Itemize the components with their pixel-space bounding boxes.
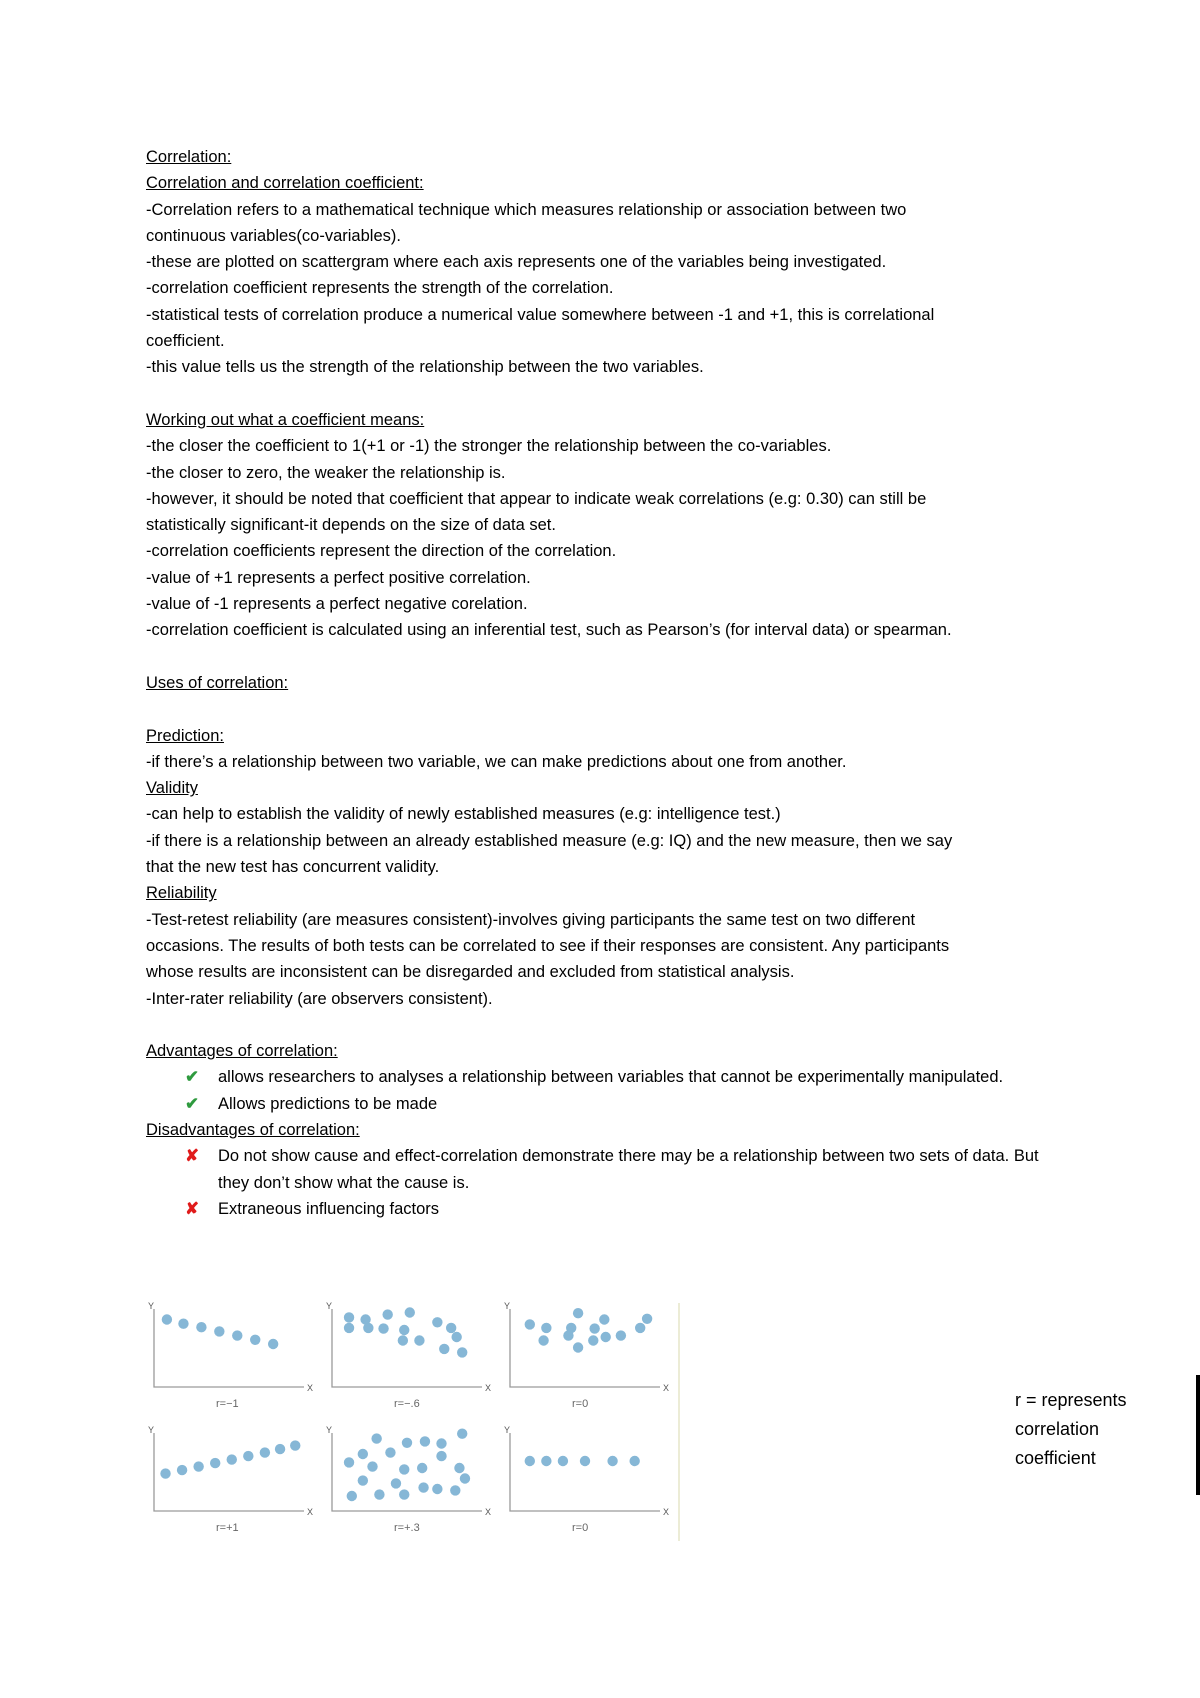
data-point <box>391 1478 401 1488</box>
x-axis-label: X <box>307 1507 314 1517</box>
text-line: -the closer to zero, the weaker the relationship is. <box>146 463 506 482</box>
y-axis-label: Y <box>504 1301 511 1311</box>
section-heading-prediction: Prediction: <box>146 726 224 745</box>
spacer <box>146 381 1066 407</box>
panel-r-label: r=0 <box>572 1398 589 1410</box>
disadvantage-item <box>146 1196 1066 1222</box>
section-heading-coefficient-meaning: Working out what a coefficient means: <box>146 410 425 429</box>
data-point <box>439 1344 449 1354</box>
data-point <box>414 1335 424 1345</box>
margin-bar <box>1196 1375 1200 1495</box>
advantage-item <box>146 1064 1066 1090</box>
data-point <box>214 1326 224 1336</box>
text-line: whose results are inconsistent can be disregarded and excluded from statistical analysis. <box>146 963 795 982</box>
section-heading-advantages: Advantages of correlation: <box>146 1042 338 1061</box>
section-heading-uses: Uses of correlation: <box>146 673 289 692</box>
data-point <box>193 1461 203 1471</box>
data-point <box>601 1332 611 1342</box>
text-line: coefficient. <box>146 332 225 351</box>
text-line: statistically significant-it depends on the size of data set. <box>146 516 556 535</box>
text-line: -if there is a relationship between an already established measure (e.g: IQ) and the new measure, then we say <box>146 831 953 850</box>
data-point <box>420 1436 430 1446</box>
x-axis-label: X <box>663 1507 670 1517</box>
data-point <box>405 1307 415 1317</box>
data-point <box>417 1463 427 1473</box>
text-line: -Test-retest reliability (are measures consistent)-involves giving participants the same test on two different <box>146 910 916 929</box>
x-axis-label: X <box>485 1507 492 1517</box>
data-point <box>541 1323 551 1333</box>
data-point <box>178 1319 188 1329</box>
data-point <box>525 1456 535 1466</box>
data-point <box>344 1323 354 1333</box>
text-line: -Correlation refers to a mathematical technique which measures relationship or association between two <box>146 200 907 219</box>
data-point <box>457 1429 467 1439</box>
disadvantage-text: Do not show cause and effect-correlation demonstrate there may be a relationship between two sets of data. But they don’t show what the cause is. <box>218 1147 1039 1192</box>
data-point <box>344 1457 354 1467</box>
data-point <box>599 1314 609 1324</box>
text-line: -correlation coefficients represent the direction of the correlation. <box>146 542 617 561</box>
text-line: occasions. The results of both tests can be correlated to see if their responses are consistent. Any participants <box>146 936 950 955</box>
check-icon: ✔ <box>185 1094 199 1113</box>
data-point <box>460 1473 470 1483</box>
data-point <box>541 1456 551 1466</box>
y-axis-label: Y <box>148 1425 155 1435</box>
text-line: -value of -1 represents a perfect negative corelation. <box>146 595 528 614</box>
panel-r-label: r=+.3 <box>394 1522 420 1534</box>
disadvantage-text: Extraneous influencing factors <box>218 1199 440 1218</box>
data-point <box>363 1323 373 1333</box>
document-body <box>146 144 1066 1222</box>
data-point <box>525 1319 535 1329</box>
data-point <box>432 1317 442 1327</box>
note-line: correlation <box>1015 1419 1100 1439</box>
panel-r-label: r=−.6 <box>394 1398 420 1410</box>
data-point <box>454 1463 464 1473</box>
data-point <box>344 1312 354 1322</box>
text-line: -this value tells us the strength of the relationship between the two variables. <box>146 358 704 377</box>
r-definition-note <box>1015 1386 1165 1473</box>
data-point <box>290 1440 300 1450</box>
data-point <box>635 1323 645 1333</box>
check-icon: ✔ <box>185 1068 199 1087</box>
text-line: continuous variables(co-variables). <box>146 226 401 245</box>
text-line: -however, it should be noted that coefficient that appear to indicate weak correlations (e.g: 0.30) can still be <box>146 489 927 508</box>
data-point <box>432 1484 442 1494</box>
section-heading-disadvantages: Disadvantages of correlation: <box>146 1120 360 1139</box>
data-point <box>418 1482 428 1492</box>
data-point <box>402 1438 412 1448</box>
data-point <box>580 1456 590 1466</box>
data-point <box>607 1456 617 1466</box>
data-point <box>399 1489 409 1499</box>
data-point <box>642 1314 652 1324</box>
panel-axes <box>154 1309 304 1387</box>
data-point <box>260 1447 270 1457</box>
data-point <box>616 1330 626 1340</box>
data-point <box>450 1485 460 1495</box>
advantage-text: Allows predictions to be made <box>218 1094 438 1113</box>
x-axis-label: X <box>663 1383 670 1393</box>
data-point <box>177 1465 187 1475</box>
y-axis-label: Y <box>148 1301 155 1311</box>
text-line: -Inter-rater reliability (are observers consistent). <box>146 989 493 1008</box>
data-point <box>227 1454 237 1464</box>
panel-axes <box>510 1433 660 1511</box>
data-point <box>558 1456 568 1466</box>
section-heading-reliability: Reliability <box>146 884 217 903</box>
text-line: -if there’s a relationship between two variable, we can make predictions about one from another. <box>146 752 847 771</box>
data-point <box>160 1468 170 1478</box>
data-point <box>588 1335 598 1345</box>
data-point <box>162 1314 172 1324</box>
x-axis-label: X <box>485 1383 492 1393</box>
data-point <box>382 1309 392 1319</box>
text-line: -can help to establish the validity of newly established measures (e.g: intelligence test.) <box>146 805 781 824</box>
data-point <box>385 1447 395 1457</box>
section-heading-correlation-coefficient: Correlation and correlation coefficient: <box>146 174 424 193</box>
data-point <box>399 1325 409 1335</box>
spacer <box>146 696 1066 722</box>
data-point <box>436 1438 446 1448</box>
data-point <box>358 1475 368 1485</box>
data-point <box>629 1456 639 1466</box>
data-point <box>275 1444 285 1454</box>
panel-r-label: r=+1 <box>216 1522 239 1534</box>
spacer <box>146 644 1066 670</box>
data-point <box>457 1347 467 1357</box>
data-point <box>538 1335 548 1345</box>
data-point <box>399 1464 409 1474</box>
data-point <box>250 1335 260 1345</box>
data-point <box>358 1449 368 1459</box>
y-axis-label: Y <box>326 1301 333 1311</box>
advantage-text: allows researchers to analyses a relationship between variables that cannot be experimentally manipulated. <box>218 1068 1004 1087</box>
scatter-panel <box>504 1425 669 1534</box>
data-point <box>268 1339 278 1349</box>
scatter-panel <box>504 1301 669 1410</box>
data-point <box>436 1451 446 1461</box>
scatter-panel <box>148 1301 313 1410</box>
scatter-panel <box>326 1425 491 1534</box>
data-point <box>232 1330 242 1340</box>
scatter-panel <box>148 1425 313 1534</box>
note-line: r = represents <box>1015 1390 1127 1410</box>
x-axis-label: X <box>307 1383 314 1393</box>
data-point <box>243 1451 253 1461</box>
advantage-item <box>146 1091 1066 1117</box>
y-axis-label: Y <box>504 1425 511 1435</box>
scatter-panel <box>326 1301 491 1410</box>
panel-r-label: r=−1 <box>216 1398 239 1410</box>
section-heading-validity: Validity <box>146 779 198 798</box>
data-point <box>367 1461 377 1471</box>
text-line: -statistical tests of correlation produce a numerical value somewhere between -1 and +1, this is correlational <box>146 305 935 324</box>
text-line: -these are plotted on scattergram where each axis represents one of the variables being investigated. <box>146 253 887 272</box>
text-line: -correlation coefficient represents the strength of the correlation. <box>146 279 614 298</box>
data-point <box>347 1491 357 1501</box>
scatterplot-examples-figure <box>146 1297 686 1547</box>
data-point <box>573 1342 583 1352</box>
document-title: Correlation: <box>146 148 232 166</box>
data-point <box>446 1323 456 1333</box>
text-line: -correlation coefficient is calculated using an inferential test, such as Pearson’s (for interval data) or spearman. <box>146 621 952 640</box>
data-point <box>563 1330 573 1340</box>
text-line: -value of +1 represents a perfect positive correlation. <box>146 568 531 587</box>
y-axis-label: Y <box>326 1425 333 1435</box>
data-point <box>451 1332 461 1342</box>
data-point <box>398 1335 408 1345</box>
data-point <box>589 1323 599 1333</box>
disadvantage-item <box>146 1143 1066 1196</box>
data-point <box>378 1323 388 1333</box>
data-point <box>374 1489 384 1499</box>
data-point <box>371 1433 381 1443</box>
note-line: coefficient <box>1015 1448 1096 1468</box>
data-point <box>573 1308 583 1318</box>
text-line: -the closer the coefficient to 1(+1 or -1) the stronger the relationship between the co-variables. <box>146 437 832 456</box>
text-line: that the new test has concurrent validity. <box>146 858 440 877</box>
data-point <box>210 1458 220 1468</box>
data-point <box>196 1322 206 1332</box>
cross-icon: ✘ <box>185 1199 199 1218</box>
cross-icon: ✘ <box>185 1147 199 1166</box>
panel-r-label: r=0 <box>572 1522 589 1534</box>
spacer <box>146 1012 1066 1038</box>
